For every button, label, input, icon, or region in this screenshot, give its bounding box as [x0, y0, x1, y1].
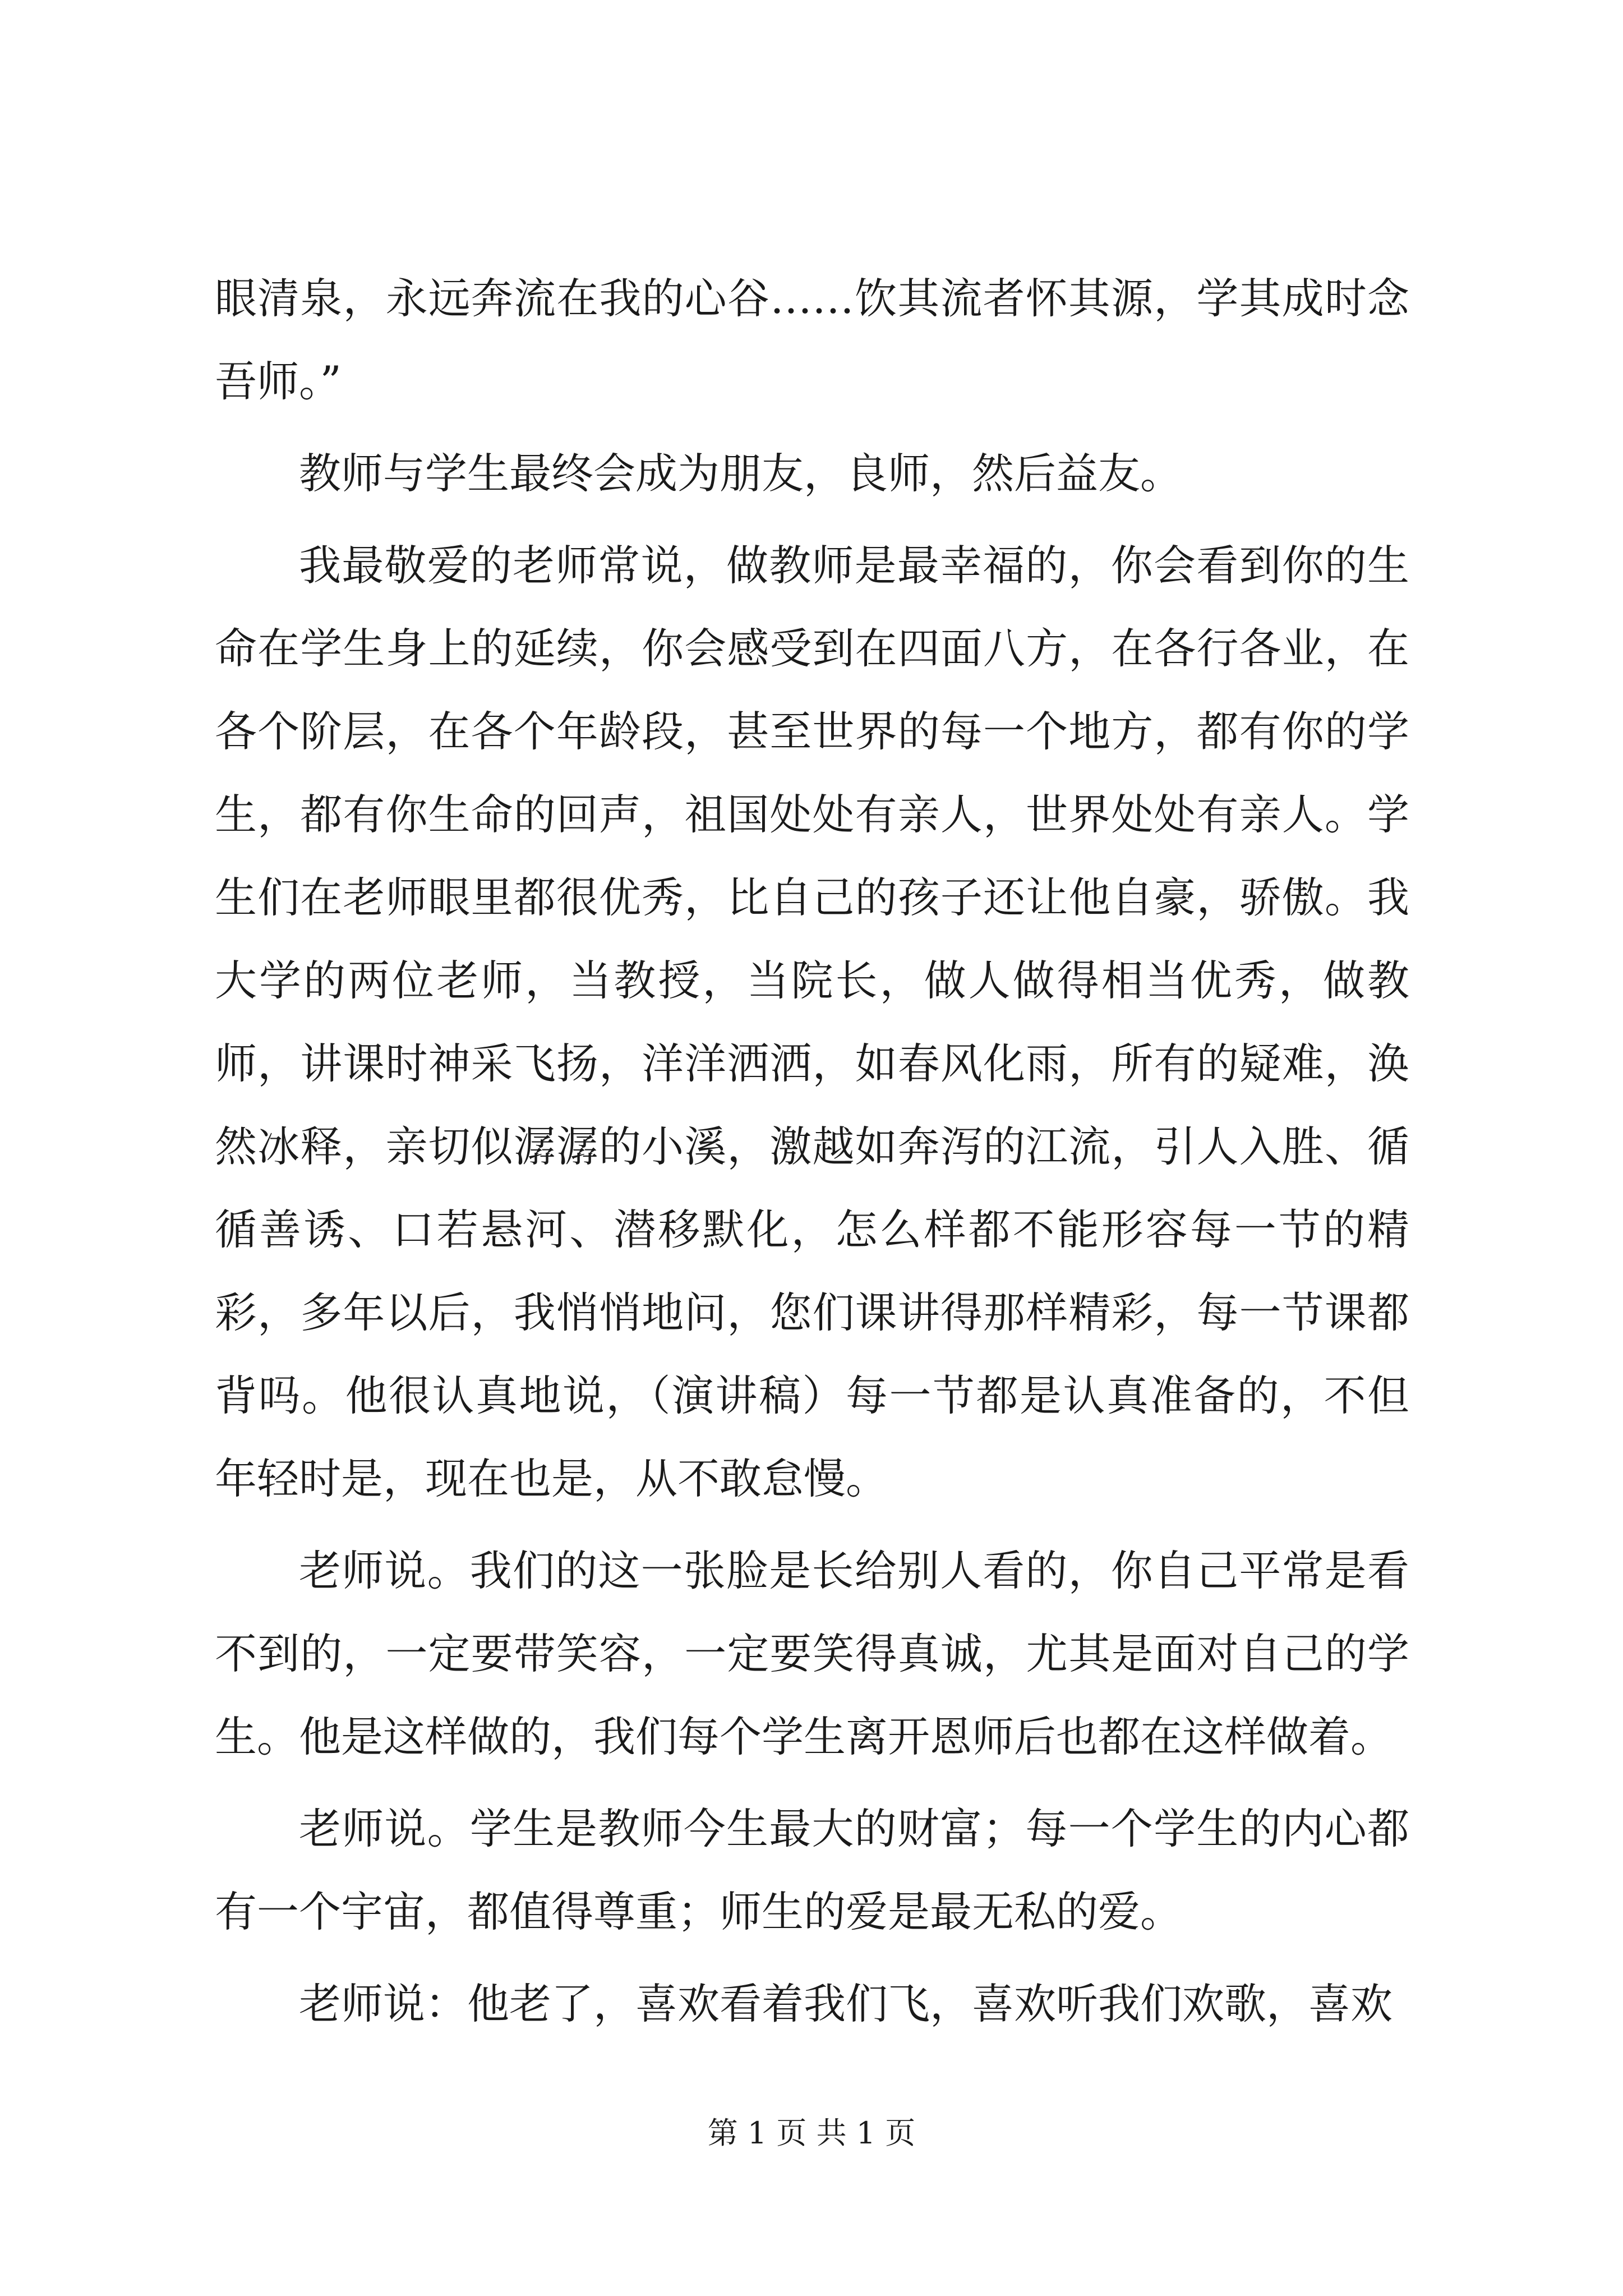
paragraph-3: 我最敬爱的老师常说，做教师是最幸福的，你会看到你的生命在学生身上的延续，你会感受到在四面八方，在各行各业，在各个阶层，在各个年龄段，甚至世界的每一个地方，都有你的学生，都有你生命的回声，祖国处处有亲人，世界处处有亲人。学生们在老师眼里都很优秀，比自己的孩子还让他自豪，骄傲。我大学的两位老师，当教授，当院长，做人做得相当优秀，做教师，讲课时神采飞扬，洋洋洒洒，如春风化雨，所有的疑难，涣然冰释，亲切似潺潺的小溪，激越如奔泻的江流，引人入胜、循循善诱、口若悬河、潜移默化，怎么样都不能形容每一节的精彩，多年以后，我悄悄地问，您们课讲得那样精彩，每一节课都背吗。他很认真地说，（演讲稿）每一节都是认真准备的，不但年轻时是，现在也是，从不敢怠慢。 [215, 541, 1409, 1503]
paragraph-5: 老师说。学生是教师今生最大的财富；每一个学生的内心都有一个宇宙，都值得尊重；师生的爱是最无私的爱。 [215, 1804, 1409, 1936]
page-footer: 第 1 页 共 1 页 [707, 2115, 916, 2151]
paragraph-4: 老师说。我们的这一张脸是长给别人看的，你自己平常是看不到的，一定要带笑容，一定要笑得真诚，尤其是面对自己的学生。他是这样做的，我们每个学生离开恩师后也都在这样做着。 [215, 1546, 1409, 1761]
paragraph-6: 老师说：他老了，喜欢看着我们飞，喜欢听我们欢歌，喜欢 [299, 1979, 1393, 2028]
document-body [215, 257, 1409, 2045]
paragraph-1: 眼清泉，永远奔流在我的心谷……饮其流者怀其源，学其成时念吾师。” [215, 274, 1409, 406]
paragraph-2: 教师与学生最终会成为朋友，良师，然后益友。 [299, 449, 1183, 498]
